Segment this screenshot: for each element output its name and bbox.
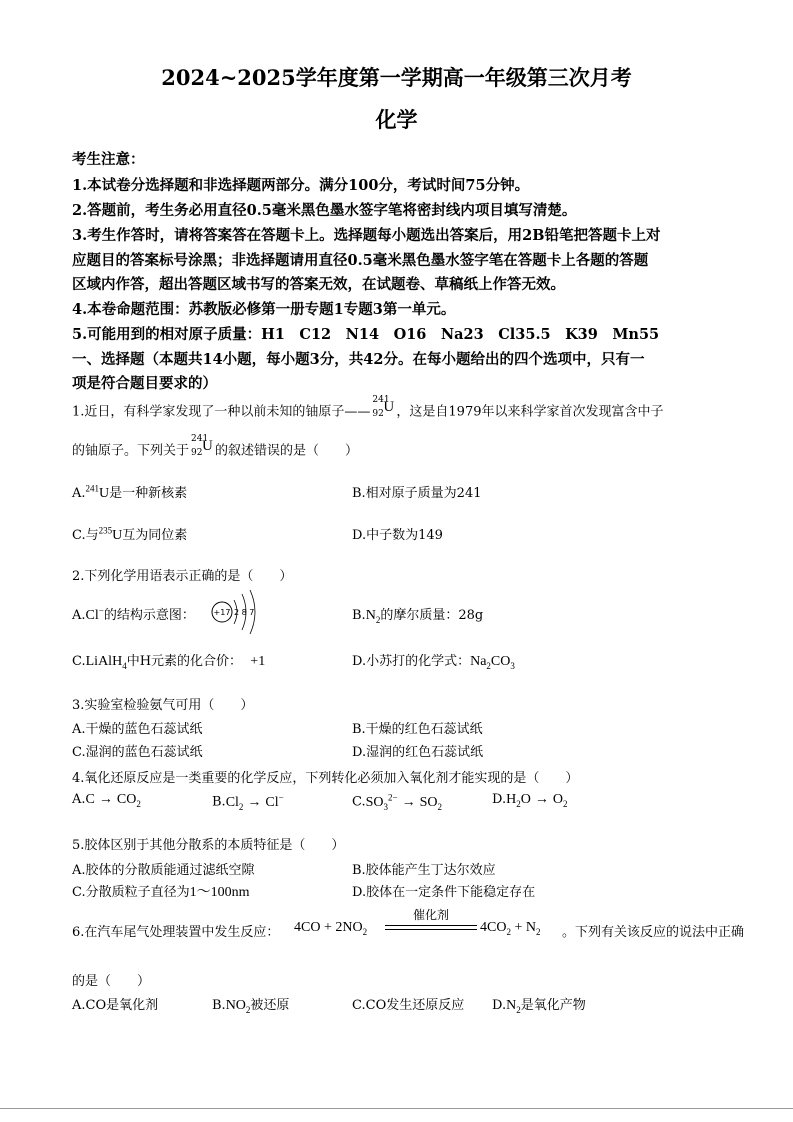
note-item: 4.本卷命题范围：苏教版必修第一册专题1专题3第一单元。 [72,301,456,318]
q3-option-c[interactable]: C.湿润的蓝色石蕊试纸 [72,745,203,760]
q3-option-b[interactable]: B.干燥的红色石蕊试纸 [352,722,483,737]
q6-stem-part2: 。下列有关该反应的说法中正确 [562,925,745,940]
q4-stem: 4.氧化还原反应是一类重要的化学反应，下列转化必须加入氧化剂才能实现的是（ ） [72,771,579,786]
q5-option-d[interactable]: D.胶体在一定条件下能稳定存在 [352,885,536,900]
q6-option-c[interactable]: C.CO发生还原反应 [352,998,465,1013]
q4-option-c[interactable]: $C.SO_3^{2-} \to SO_2$ [352,792,443,812]
q5-option-c[interactable]: C.分散质粒子直径为1～100nm [72,885,250,900]
q1-option-c[interactable]: C.与$^{235}$U互为同位素 [72,525,188,543]
page-bottom-divider [0,1108,793,1109]
note-item: 3.考生作答时，请将答案答在答题卡上。选择题每小题选出答案后，用2B铅笔把答题卡上对 [72,227,661,244]
isotope-u241: 241 92 U [372,395,395,419]
note-item: 2.答题前，考生务必用直径0.5毫米黑色墨水签字笔将密封线内项目填写清楚。 [72,202,577,219]
q4-option-b[interactable]: $B.Cl_2 \to Cl^-$ [212,792,284,812]
q6-option-b[interactable]: $B.NO_2$被还原 [212,998,290,1015]
note-item: 5.可能用到的相对原子质量：H1 C12 N14 O16 Na23 Cl35.5 K39 Mn55 [72,326,660,343]
q1-stem-line2: 的铀原子。下列关于 241 92 U 的叙述错误的是（ ） [72,438,358,464]
shell-electrons: 2 8 7 [234,608,255,617]
q2-option-c[interactable]: C.LiAlH$_4$中H元素的化合价： +1 [72,654,266,671]
subject-title: 化学 [375,107,418,132]
chloride-ion-structure-diagram [210,588,262,636]
q6-reactants: $4CO + 2NO_2$ [294,920,368,937]
q2-option-b[interactable]: $B.N_2$的摩尔质量：28g [352,608,484,625]
page-title: 2024~2025学年度第一学期高一年级第三次月考 [161,65,632,90]
q5-option-b[interactable]: B.胶体能产生丁达尔效应 [352,863,496,878]
q4-option-a[interactable]: $A.C \to CO_2$ [72,792,141,809]
q2-stem: 2.下列化学用语表示正确的是（ ） [72,569,293,584]
section-heading-line1: 一、选择题（本题共14小题，每小题3分，共42分。在每小题给出的四个选项中，只有一 [72,351,645,368]
section-heading-line2: 项是符合题目要求的） [72,375,217,392]
q6-option-d[interactable]: $D.N_2$是氧化产物 [492,998,586,1015]
note-item: 1.本试卷分选择题和非选择题两部分。满分100分，考试时间75分钟。 [72,177,530,194]
reaction-arrow-line [385,925,477,926]
q1-stem-line1: 1.近日，有科学家发现了一种以前未知的铀原子—— 241 92 U ，这是自1979年以来科学家首次发现富含中子 [72,399,664,425]
notes-heading: 考生注意： [72,151,145,168]
reaction-arrow-line [385,929,477,930]
note-item: 区域内作答，超出答题区域书写的答案无效，在试题卷、草稿纸上作答无效。 [72,276,565,293]
catalyst-label: 催化剂 [412,908,449,922]
q5-stem: 5.胶体区别于其他分散系的本质特征是（ ） [72,838,345,853]
isotope-u241: 241 92 U [191,434,213,458]
q2-option-a[interactable]: A.Cl−的结构示意图： [72,605,195,623]
q3-option-a[interactable]: A.干燥的蓝色石蕊试纸 [72,722,203,737]
q2-option-d[interactable]: D.小苏打的化学式：$Na_2CO_3$ [352,654,515,671]
q1-option-b[interactable]: B.相对原子质量为241 [352,486,482,501]
q1-option-a[interactable]: A.$^{241}$U是一种新核素 [72,483,188,501]
q6-products: $4CO_2 + N_2$ [480,920,541,937]
q3-stem: 3.实验室检验氨气可用（ ） [72,698,254,713]
note-item: 应题目的答案标号涂黑；非选择题请用直径0.5毫米黑色墨水签字笔在答题卡上各题的答题 [72,252,649,269]
nucleus-charge: +17 [213,608,231,617]
q1-option-d[interactable]: D.中子数为149 [352,528,443,543]
q4-option-d[interactable]: $D.H_2O \to O_2$ [492,792,568,809]
q6-stem-part1: 6.在汽车尾气处理装置中发生反应： [72,925,280,940]
q6-stem-line2: 的是（ ） [72,974,151,989]
q6-option-a[interactable]: A.CO是氧化剂 [72,998,159,1013]
q5-option-a[interactable]: A.胶体的分散质能通过滤纸空隙 [72,863,255,878]
q3-option-d[interactable]: D.湿润的红色石蕊试纸 [352,745,484,760]
